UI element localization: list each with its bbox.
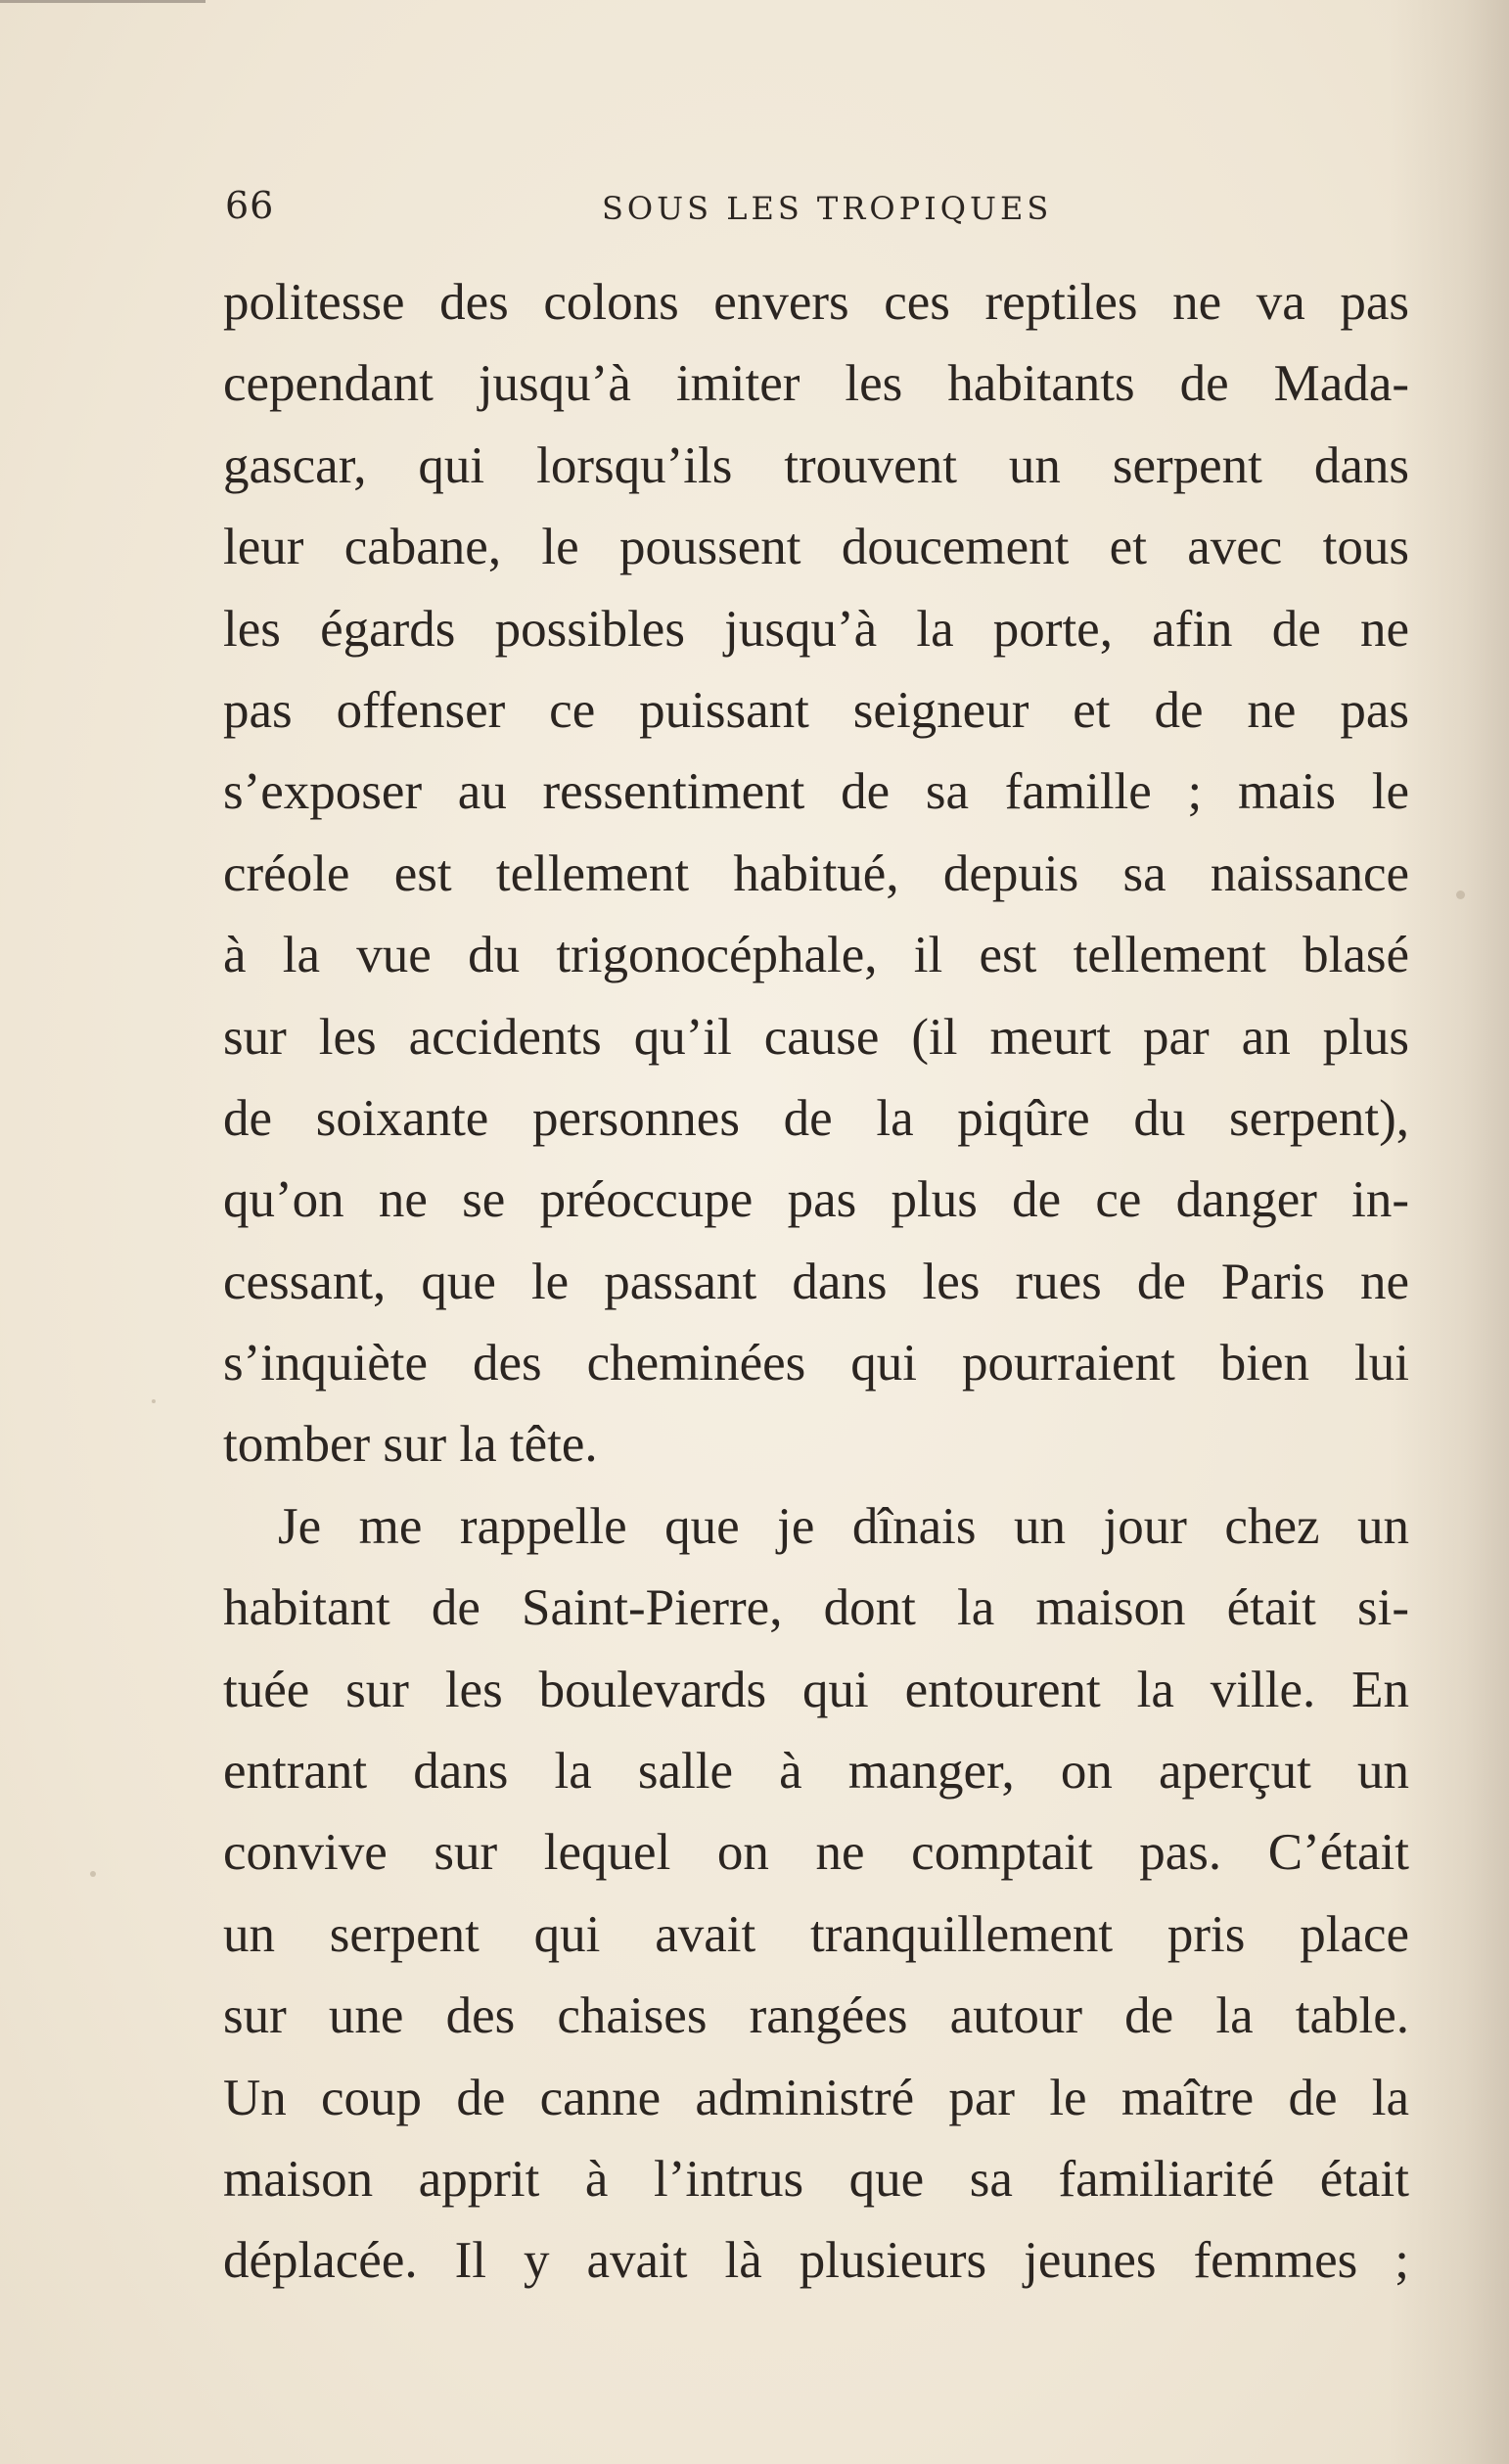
text-line: sur les accidents qu’il cause (il meurt par an plus bbox=[223, 1008, 1409, 1066]
paper-speck bbox=[90, 1871, 96, 1877]
text-line: cessant, que le passant dans les rues de Paris ne bbox=[223, 1253, 1409, 1310]
body-text bbox=[223, 262, 1409, 2303]
page-number: 66 bbox=[225, 184, 275, 227]
paper-speck bbox=[152, 1399, 156, 1403]
text-line: maison apprit à l’intrus que sa familiarité était bbox=[223, 2150, 1409, 2208]
text-line: habitant de Saint-Pierre, dont la maison était si- bbox=[223, 1579, 1409, 1637]
text-line: créole est tellement habitué, depuis sa naissance bbox=[223, 844, 1409, 902]
text-line: qu’on ne se préoccupe pas plus de ce danger in- bbox=[223, 1171, 1409, 1229]
text-line: à la vue du trigonocéphale, il est tellement blasé bbox=[223, 927, 1409, 984]
text-line: convive sur lequel on ne comptait pas. C’était bbox=[223, 1824, 1409, 1882]
paragraph-end-line: tomber sur la tête. bbox=[223, 1416, 598, 1474]
text-line: tuée sur les boulevards qui entourent la ville. En bbox=[223, 1661, 1409, 1718]
text-line: les égards possibles jusqu’à la porte, afin de ne bbox=[223, 600, 1409, 658]
text-line: pas offenser ce puissant seigneur et de ne pas bbox=[223, 681, 1409, 739]
text-line: Un coup de canne administré par le maître de la bbox=[223, 2069, 1409, 2126]
text-line: cependant jusqu’à imiter les habitants de Mada- bbox=[223, 355, 1409, 413]
text-line: politesse des colons envers ces reptiles ne va pas bbox=[223, 274, 1409, 331]
paragraph-start-line: Je me rappelle que je dînais un jour chez un bbox=[278, 1497, 1409, 1555]
text-line: entrant dans la salle à manger, on aperçut un bbox=[223, 1743, 1409, 1801]
text-line: déplacée. Il y avait là plusieurs jeunes femmes ; bbox=[223, 2232, 1409, 2290]
text-line: un serpent qui avait tranquillement pris place bbox=[223, 1905, 1409, 1963]
text-line: gascar, qui lorsqu’ils trouvent un serpent dans bbox=[223, 436, 1409, 494]
page-header bbox=[225, 184, 1409, 233]
paper-speck bbox=[1456, 890, 1465, 899]
text-line: sur une des chaises rangées autour de la table. bbox=[223, 1987, 1409, 2045]
text-line: de soixante personnes de la piqûre du serpent), bbox=[223, 1089, 1409, 1147]
text-line: s’inquiète des cheminées qui pourraient bien lui bbox=[223, 1335, 1409, 1392]
running-title: SOUS LES TROPIQUES bbox=[602, 190, 1053, 227]
text-line: s’exposer au ressentiment de sa famille ; mais le bbox=[223, 763, 1409, 821]
top-rule bbox=[0, 0, 206, 3]
text-line: leur cabane, le poussent doucement et avec tous bbox=[223, 519, 1409, 576]
